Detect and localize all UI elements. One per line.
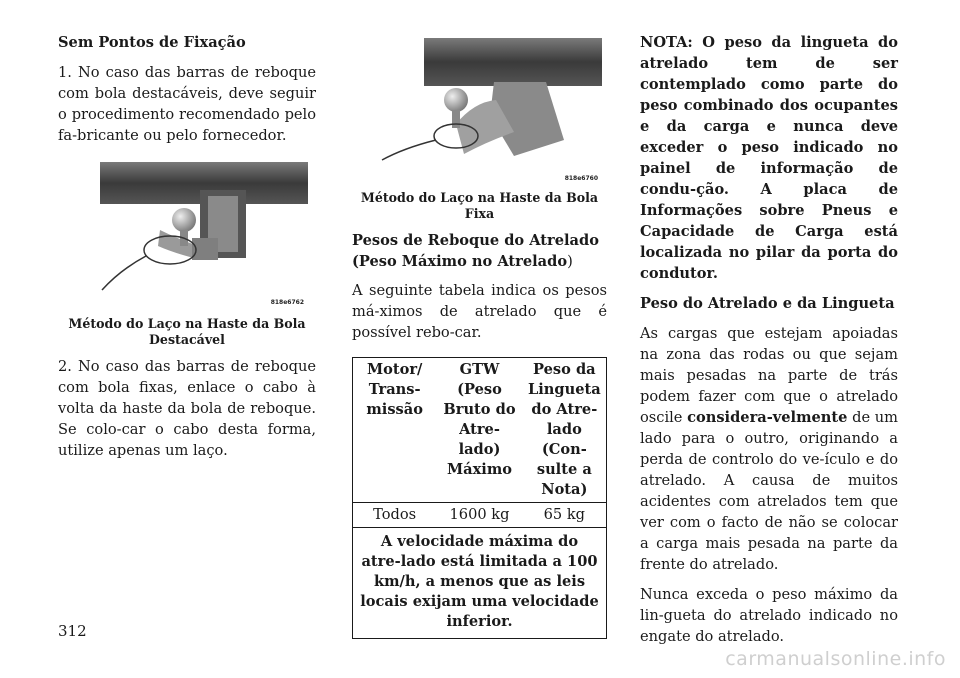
heading-text: ) <box>567 253 573 270</box>
text-run: As cargas que estejam apoiadas na zona das rodas ou que sejam mais pesadas na parte de trás podem fazer com que o atrelado oscile <box>640 325 898 426</box>
caption-line: Método do Laço na Haste da Bola <box>360 190 599 205</box>
table-note-row <box>353 528 607 639</box>
figure-caption <box>352 190 607 222</box>
header-line: Peso da <box>533 361 596 378</box>
table-header-row <box>353 358 607 503</box>
header-line: (Peso <box>457 381 502 398</box>
page-number: 312 <box>58 622 87 640</box>
step-1-paragraph: 1. No caso das barras de reboque com bola destacáveis, deve seguir o procedimento recomendado pelo fa-bricante ou pelo fornecedor. <box>58 64 316 144</box>
header-line: Lingueta <box>527 381 601 398</box>
cell-engine: Todos <box>353 503 437 528</box>
max-tongue-paragraph: Nunca exceda o peso máximo da lin-gueta do atrelado indicado no engate do atrelado. <box>640 586 898 645</box>
heading-text: (Peso Máximo no Atrelado <box>352 253 568 270</box>
header-line: Bruto do <box>443 401 516 418</box>
left-column <box>58 32 316 461</box>
header-line: Máximo <box>446 461 512 478</box>
trailer-weight-table <box>352 357 607 639</box>
fixed-ball-hitch-illustration <box>364 36 602 184</box>
header-line: (Con- <box>541 441 587 458</box>
header-engine-transmission <box>353 358 437 503</box>
header-line: Atre- <box>459 421 500 438</box>
table-intro-paragraph: A seguinte tabela indica os pesos má-ximos de atrelado que é possível rebo-car. <box>352 282 607 341</box>
header-line: Trans- <box>368 381 421 398</box>
heading-line <box>352 251 607 272</box>
figure-code: 818e6760 <box>564 175 598 182</box>
table-row <box>353 503 607 528</box>
speed-limit-note: A velocidade máxima do atre-lado está limitada a 100 km/h, a menos que as leis locais exijam uma velocidade inferior. <box>353 528 607 639</box>
header-line: do Atre- <box>531 401 598 418</box>
section-heading-no-anchor: Sem Pontos de Fixação <box>58 34 246 51</box>
detachable-ball-figure <box>80 160 308 308</box>
header-line: sulte a <box>536 461 592 478</box>
header-gtw <box>436 358 522 503</box>
middle-column <box>352 36 607 639</box>
caption-line: Fixa <box>464 206 495 221</box>
header-line: lado <box>546 421 582 438</box>
figure-code: 818e6762 <box>270 299 304 306</box>
section-heading-trailer-tongue: Peso do Atrelado e da Lingueta <box>640 295 895 312</box>
caption-line: Destacável <box>149 332 225 347</box>
step-2-paragraph: 2. No caso das barras de reboque com bola fixas, enlace o cabo à volta da haste da bola de reboque. Se colo-car o cabo desta forma, utilize apenas um laço. <box>58 358 316 459</box>
cell-tongue: 65 kg <box>523 503 607 528</box>
figure-caption <box>58 316 316 348</box>
header-line: Nota) <box>541 481 588 498</box>
heading-line: Pesos de Reboque do Atrelado <box>352 232 599 249</box>
header-line: Motor/ <box>366 361 423 378</box>
sway-paragraph <box>640 323 898 575</box>
caption-line: Método do Laço na Haste da Bola <box>68 316 306 331</box>
section-heading-towing-weights <box>352 230 607 272</box>
header-tongue-weight <box>523 358 607 503</box>
header-line: missão <box>366 401 423 418</box>
header-line: GTW <box>459 361 500 378</box>
right-column <box>640 32 898 647</box>
text-run: de um lado para o outro, originando a perda de controlo do ve-ículo e do atrelado. A causa de muitos acidentes com atrelados tem que ver com o facto de não se colocar a carga mais pesada na parte da frente do atrelado. <box>640 409 898 573</box>
text-run-bold: considera-velmente <box>687 409 848 426</box>
fixed-ball-figure <box>364 36 602 184</box>
cell-gtw: 1600 kg <box>436 503 522 528</box>
note-paragraph: NOTA: O peso da lingueta do atrelado tem de ser contemplado como parte do peso combinado dos ocupantes e da carga e nunca deve exceder o peso indicado no painel de informação de condu-ção. A placa de Informações sobre Pneus e Capacidade de Carga está localizada no pilar da porta do condutor. <box>640 34 898 282</box>
header-line: lado) <box>458 441 501 458</box>
watermark: carmanualsonline.info <box>725 648 946 670</box>
detachable-ball-hitch-illustration <box>80 160 308 308</box>
